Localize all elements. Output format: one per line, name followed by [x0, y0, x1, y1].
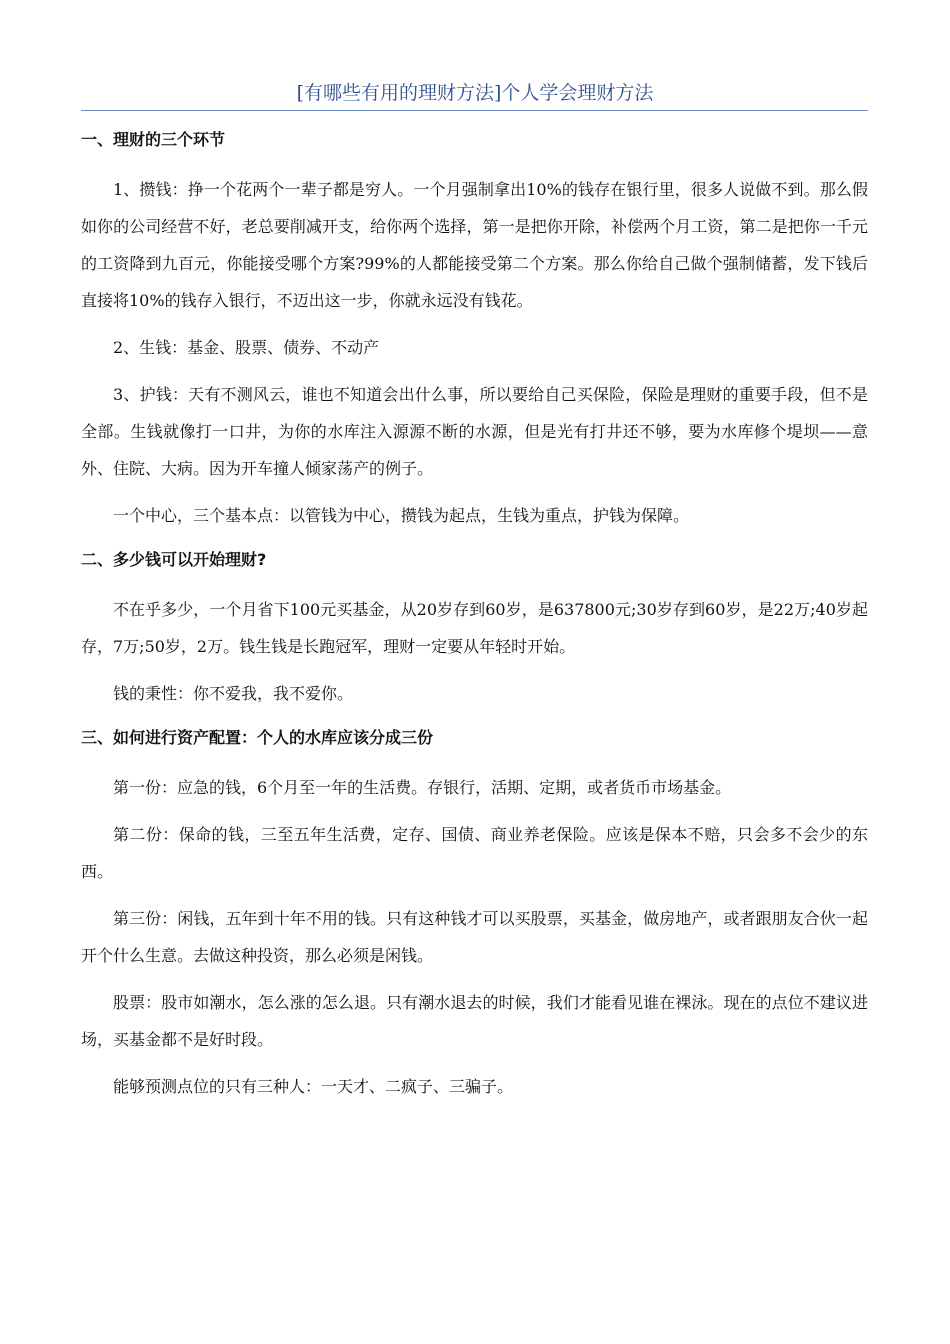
paragraph: 2、生钱：基金、股票、债券、不动产	[113, 338, 380, 357]
paragraph: 3、护钱：天有不测风云，谁也不知道会出什么事，所以要给自己买保险，保险是理财的重要手段，但不是全部。生钱就像打一口井，为你的水库注入源源不断的水源，但是光有打井还不够，要为水库修个堤坝——意外、住院、大病。因为开车撞人倾家荡产的例子。	[81, 385, 868, 478]
paragraph: 第一份：应急的钱，6个月至一年的生活费。存银行，活期、定期，或者货币市场基金。	[113, 778, 732, 797]
paragraph: 第三份：闲钱，五年到十年不用的钱。只有这种钱才可以买股票，买基金，做房地产，或者跟朋友合伙一起开个什么生意。去做这种投资，那么必须是闲钱。	[81, 909, 868, 965]
paragraph: 能够预测点位的只有三种人：一天才、二疯子、三骗子。	[113, 1077, 514, 1096]
section-3	[81, 722, 868, 1105]
section-heading: 二、多少钱可以开始理财?	[81, 550, 267, 569]
paragraph: 第二份：保命的钱，三至五年生活费，定存、国债、商业养老保险。应该是保本不赔，只会多不会少的东西。	[81, 825, 868, 881]
section-2	[81, 544, 868, 712]
paragraph: 一个中心，三个基本点：以管钱为中心，攒钱为起点，生钱为重点，护钱为保障。	[113, 506, 690, 525]
section-heading: 三、如何进行资产配置：个人的水库应该分成三份	[81, 728, 434, 747]
page-title: [有哪些有用的理财方法]个人学会理财方法	[296, 82, 654, 104]
section-heading: 一、理财的三个环节	[81, 130, 226, 149]
paragraph: 股票：股市如潮水，怎么涨的怎么退。只有潮水退去的时候，我们才能看见谁在裸泳。现在的点位不建议进场，买基金都不是好时段。	[81, 993, 868, 1049]
paragraph: 1、攒钱：挣一个花两个一辈子都是穷人。一个月强制拿出10%的钱存在银行里，很多人说做不到。那么假如你的公司经营不好，老总要削减开支，给你两个选择，第一是把你开除，补偿两个月工资，第二是把你一千元的工资降到九百元，你能接受哪个方案?99%的人都能接受第二个方案。那么你给自己做个强制储蓄，发下钱后直接将10%的钱存入银行，不迈出这一步，你就永远没有钱花。	[81, 180, 868, 310]
document-body	[81, 124, 868, 1115]
section-1	[81, 124, 868, 534]
paragraph: 钱的秉性：你不爱我，我不爱你。	[113, 684, 354, 703]
paragraph: 不在乎多少，一个月省下100元买基金，从20岁存到60岁，是637800元;30岁存到60岁，是22万;40岁起存，7万;50岁，2万。钱生钱是长跑冠军，理财一定要从年轻时开始。	[81, 600, 868, 656]
title-divider	[81, 110, 868, 111]
